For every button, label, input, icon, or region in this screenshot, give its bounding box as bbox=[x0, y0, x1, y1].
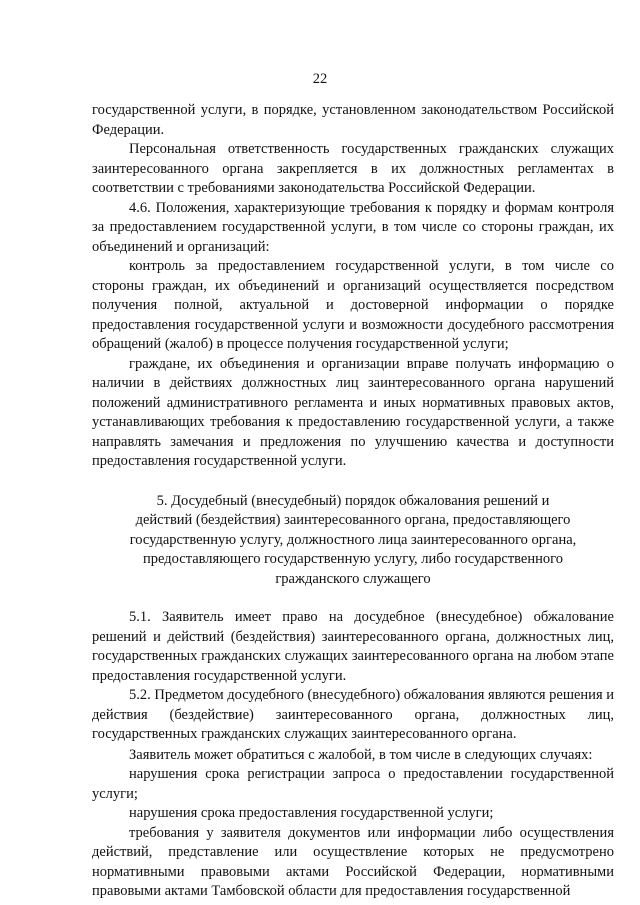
section-heading bbox=[92, 492, 614, 590]
paragraph: 5.2. Предметом досудебного (внесудебного) обжалования являются решения и действия (бездействие) заинтересованного органа, должностных лиц, государственных гражданских служащих заинтересованного органа. bbox=[92, 687, 614, 742]
page-number: 22 bbox=[312, 71, 328, 87]
paragraph: Заявитель может обратиться с жалобой, в том числе в следующих случаях: bbox=[129, 746, 593, 763]
paragraph: Персональная ответственность государственных гражданских служащих заинтересованного органа закрепляется в их должностных регламентах в соответствии с требованиями законодательства Российской Федерации. bbox=[92, 141, 614, 196]
document-body bbox=[92, 101, 614, 902]
paragraph: требования у заявителя документов или информации либо осуществления действий, представление или осуществление которых не предусмотрено нормативными правовыми актами Российской Федерации, нормативными правовыми актами Тамбовской области для предоставления государственной bbox=[92, 824, 614, 899]
section-heading-line: гражданского служащего bbox=[275, 570, 431, 587]
paragraph: государственной услуги, в порядке, установленном законодательством Российской Федерации. bbox=[92, 102, 614, 138]
paragraph: нарушения срока регистрации запроса о предоставлении государственной услуги; bbox=[92, 766, 614, 802]
section-heading-line: государственную услугу, должностного лица заинтересованного органа, bbox=[129, 531, 577, 548]
paragraph: нарушения срока предоставления государственной услуги; bbox=[129, 805, 494, 821]
paragraph: граждане, их объединения и организации вправе получать информацию о наличии в действиях должностных лиц заинтересованного органа нарушений положений административного регламента и иных нормативных правовых актов, устанавливающих требования к предоставлению государственной услуги, а также направлять замечания и предложения по улучшению качества и доступности предоставления государственной услуги. bbox=[92, 355, 614, 469]
paragraph: контроль за предоставлением государственной услуги, в том числе со стороны граждан, их объединений и организаций осуществляется посредством получения полной, актуальной и достоверной информации о порядке предоставления государственной услуги и возможности досудебного рассмотрения обращений (жалоб) в процессе получения государственной услуги; bbox=[92, 258, 614, 352]
paragraph: 4.6. Положения, характеризующие требования к порядку и формам контроля за предоставлением государственной услуги, в том числе со стороны граждан, их объединений и организаций: bbox=[92, 199, 614, 255]
section-heading-line: 5. Досудебный (внесудебный) порядок обжалования решений и bbox=[156, 492, 550, 509]
section-heading-line: действий (бездействия) заинтересованного органа, предоставляющего bbox=[135, 512, 571, 528]
section-heading-line: предоставляющего государственную услугу, либо государственного bbox=[143, 551, 563, 567]
paragraph: 5.1. Заявитель имеет право на досудебное (внесудебное) обжалование решений и действий (бездействия) заинтересованного органа, должностных лиц, государственных гражданских служащих заинтересованного органа на любом этапе предоставления государственной услуги. bbox=[92, 609, 614, 684]
